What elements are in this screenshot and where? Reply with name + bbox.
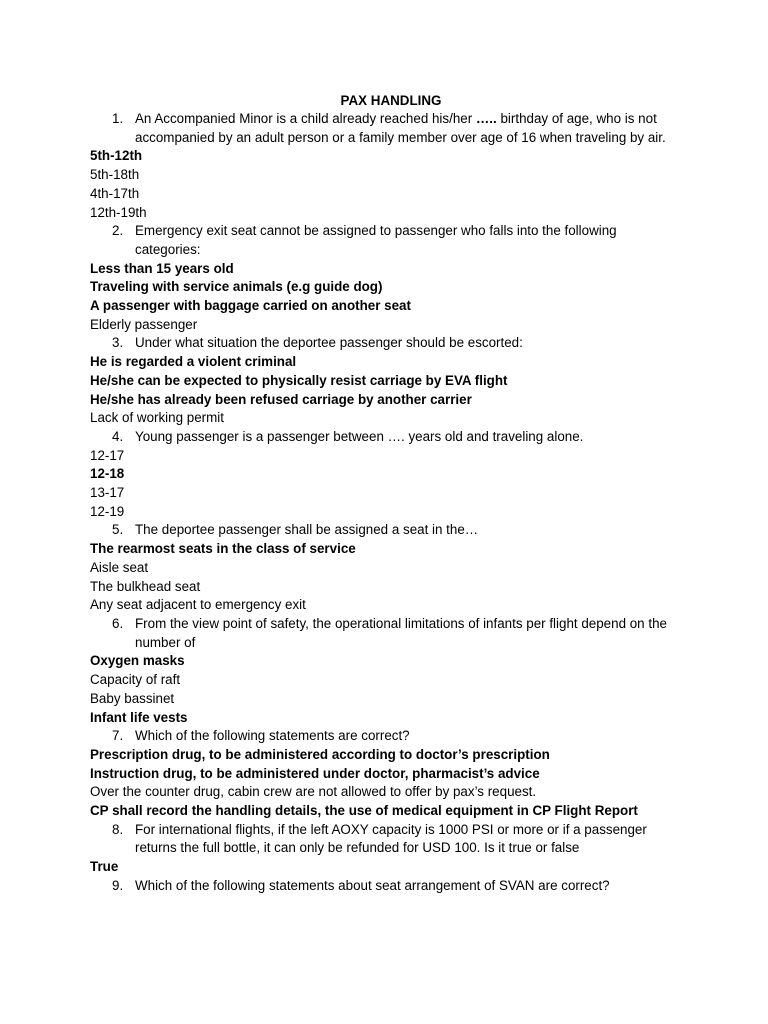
answer-option-correct: Infant life vests [90,709,188,725]
answer-option-correct: 5th-12th [90,148,143,164]
answer-option: 4th-17th [90,185,140,201]
question-text: Which of the following statements about seat arrangement of SVAN are correct? [135,877,610,893]
answer-option: 5th-18th [90,167,140,183]
question-7 [90,727,680,746]
question-text: From the view point of safety, the operational limitations of infants per flight depend on the number of [135,615,667,650]
answer-option: 13-17 [90,485,125,501]
question-number: 7. [112,728,124,744]
question-number: 5. [112,522,124,538]
answer-option-correct: Prescription drug, to be administered according to doctor’s prescription [90,746,550,762]
answer-option-correct: He/she has already been refused carriage by another carrier [90,391,472,407]
page-title: PAX HANDLING [340,93,442,108]
question-text: Emergency exit seat cannot be assigned to passenger who falls into the following categories: [135,223,617,257]
question-number: 8. [112,821,124,837]
question-1 [90,110,680,147]
answer-option: 12th-19th [90,204,147,220]
answer-option-correct: He/she can be expected to physically resist carriage by EVA flight [90,372,508,388]
answer-option: Over the counter drug, cabin crew are not allowed to offer by pax’s request. [90,784,537,800]
question-number: 1. [112,111,124,126]
answer-option: Aisle seat [90,559,149,575]
question-9 [90,877,680,896]
question-4 [90,428,680,447]
question-6 [90,615,680,652]
question-number: 6. [112,615,124,631]
question-number: 3. [112,335,124,351]
answer-option-correct: CP shall record the handling details, the use of medical equipment in CP Flight Report [90,803,638,819]
answer-option: Any seat adjacent to emergency exit [90,597,306,613]
answer-option: Elderly passenger [90,316,198,332]
question-2 [90,222,680,259]
answer-option: 12-19 [90,503,125,519]
answer-option: Lack of working permit [90,410,224,426]
question-text: Which of the following statements are correct? [135,728,410,744]
answer-option-correct: Traveling with service animals (e.g guide dog) [90,279,383,295]
answer-option-correct: The rearmost seats in the class of service [90,541,356,557]
answer-option: Capacity of raft [90,672,181,688]
answer-option-correct: 12-18 [90,466,125,482]
question-text: For international flights, if the left AOXY capacity is 1000 PSI or more or if a passenger returns the full bottle, it can only be refunded for USD 100. Is it true or false [135,821,647,856]
answer-option: The bulkhead seat [90,578,201,594]
answer-option: 12-17 [90,447,125,463]
question-blank: ….. [475,111,497,126]
answer-option-correct: True [90,859,119,875]
question-5 [90,521,680,540]
question-list [90,110,680,896]
answer-option-correct: Less than 15 years old [90,260,234,276]
question-text: Under what situation the deportee passenger should be escorted: [135,335,523,351]
question-text-continued: birthday of age, who is not accompanied by an adult person or a family member over age of 16 when traveling by air. [135,111,666,145]
answer-option-correct: He is regarded a violent criminal [90,354,297,370]
question-number: 9. [112,877,124,893]
question-text: An Accompanied Minor is a child already reached his/her [135,111,476,126]
answer-option-correct: Instruction drug, to be administered under doctor, pharmacist’s advice [90,765,540,781]
question-text: The deportee passenger shall be assigned a seat in the… [135,522,479,538]
question-8 [90,821,680,858]
answer-option-correct: A passenger with baggage carried on another seat [90,298,411,314]
document-page [90,92,680,896]
question-3 [90,334,680,353]
question-text: Young passenger is a passenger between …. years old and traveling alone. [135,428,584,444]
answer-option: Baby bassinet [90,690,175,706]
answer-option-correct: Oxygen masks [90,653,185,669]
question-number: 2. [112,223,124,239]
question-number: 4. [112,428,124,444]
